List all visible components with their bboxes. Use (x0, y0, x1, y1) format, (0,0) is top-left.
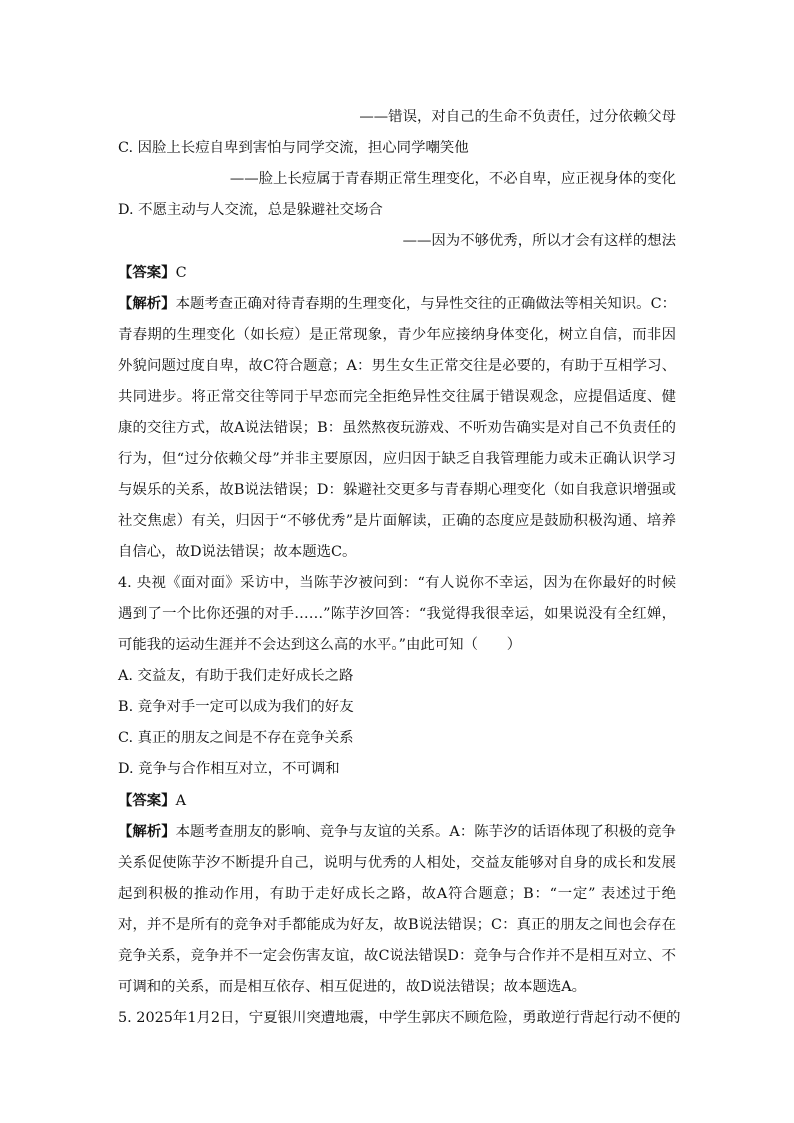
option-d-comment: ——因为不够优秀，所以才会有这样的想法 (402, 233, 676, 249)
analysis-text: 本题考查朋友的影响、竞争与友谊的关系。A：陈芋汐的话语体现了积极的竞争关系促使陈芋汐不断提升自己，说明与优秀的人相处，交益友能够对自身的成长和发展起到积极的推动作用，有助于走好成长之路，故A符合题意；B：“一定” 表述过于绝对，并不是所有的竞争对手都能成为好友，故B说法错误；C：真正的朋友之间也会存在竞争关系，竞争并不一定会伤害友谊，故C说法错误D：竞争与合作并不是相互对立、不可调和的关系，而是相互依存、相互促进的，故D说法错误；故本题选A。 (118, 824, 676, 995)
option-b-comment: ——错误，对自己的生命不负责任，过分依赖父母 (359, 109, 676, 125)
q4-option-b: B. 竞争对手一定可以成为我们的好友 (118, 699, 354, 715)
q3-analysis (118, 288, 676, 568)
q4-option-c: C. 真正的朋友之间是不存在竞争关系 (118, 730, 354, 746)
answer-value: A (175, 793, 186, 809)
q4-answer (118, 785, 676, 816)
answer-label: 【答案】 (118, 792, 176, 809)
q5-stem: 5. 2025年1月2日，宁夏银川突遭地震，中学生郭庆不顾危险，勇敢逆行背起行动不便的 (118, 1010, 681, 1026)
q3-option-c: C. 因脸上长痘自卑到害怕与同学交流，担心同学嘲笑他 (118, 140, 469, 156)
q4-option-d: D. 竞争与合作相互对立，不可调和 (118, 761, 340, 777)
q3-option-d: D. 不愿主动与人交流，总是躲避社交场合 (118, 202, 383, 218)
answer-value: C (175, 265, 187, 281)
analysis-text: 本题考查正确对待青春期的生理变化，与异性交往的正确做法等相关知识。C：青春期的生理变化（如长痘）是正常现象，青少年应接纳身体变化，树立自信，而非因外貌问题过度自卑，故C符合题意；A：男生女生正常交往是必要的，有助于互相学习、共同进步。将正常交往等同于早恋而完全拒绝异性交往属于错误观念，应提倡适度、健康的交往方式，故A说法错误；B：虽然熬夜玩游戏、不听劝告确实是对自己不负责任的行为，但“过分依赖父母”并非主要原因，应归因于缺乏自我管理能力或未正确认识学习与娱乐的关系，故B说法错误；D：躲避社交更多与青春期心理变化（如自我意识增强或社交焦虑）有关，归因于“不够优秀”是片面解读，正确的态度应是鼓励积极沟通、培养自信心，故D说法错误；故本题选C。 (118, 296, 676, 560)
answer-label: 【答案】 (118, 264, 176, 281)
analysis-label: 【解析】 (118, 823, 176, 840)
document-content (118, 102, 681, 1034)
q4-option-a: A. 交益友，有助于我们走好成长之路 (118, 668, 354, 684)
q4-analysis (118, 816, 676, 1003)
q3-answer (118, 257, 676, 288)
q4-stem: 4. 央视《面对面》采访中，当陈芋汐被问到：“有人说你不幸运，因为在你最好的时候遇到了一个比你还强的对手……”陈芋汐回答：“我觉得我很幸运，如果说没有全红婵，可能我的运动生涯并不会达到这么高的水平。”由此可知（ ） (118, 575, 676, 653)
option-c-comment: ——脸上长痘属于青春期正常生理变化，不必自卑，应正视身体的变化 (229, 171, 676, 187)
analysis-label: 【解析】 (118, 295, 176, 312)
